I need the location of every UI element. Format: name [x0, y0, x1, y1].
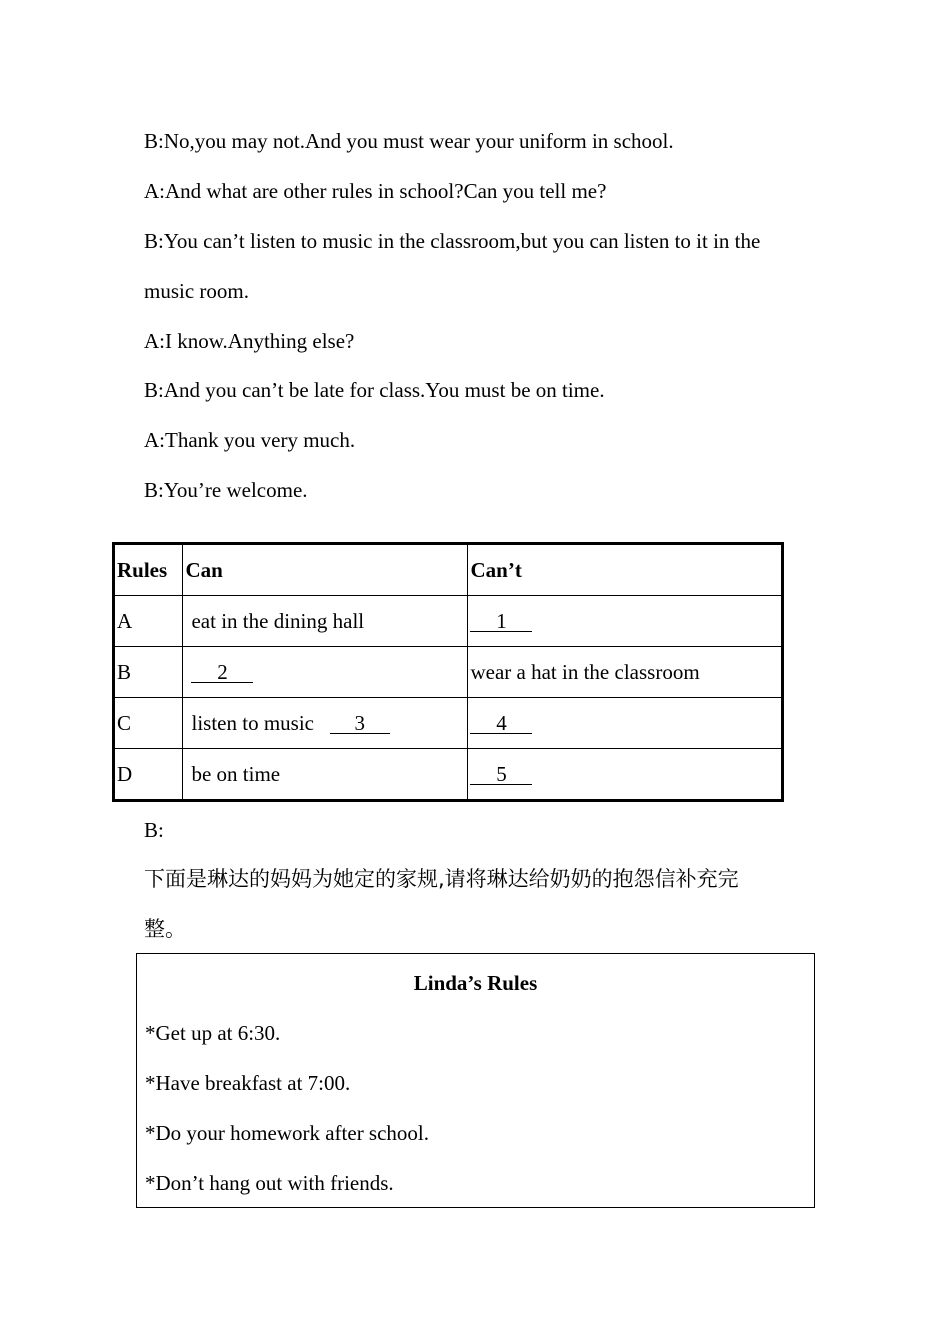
rule-label: A — [114, 596, 183, 647]
dialogue-line-3: B:You can’t listen to music in the classroom,but you can listen to it in the — [144, 229, 761, 253]
dialogue-line-5: A:I know.Anything else? — [144, 329, 355, 353]
rule-item: *Get up at 6:30. — [145, 1021, 281, 1045]
table-row — [114, 596, 783, 647]
rule-label: B — [114, 647, 183, 698]
rule-label: D — [114, 749, 183, 801]
answer-blank-2[interactable]: 2 — [191, 662, 253, 683]
table-row — [114, 749, 783, 801]
dialogue-line-1: B:No,you may not.And you must wear your uniform in school. — [144, 129, 674, 153]
rule-item: *Do your homework after school. — [145, 1121, 430, 1145]
rule-item: *Have breakfast at 7:00. — [145, 1071, 351, 1095]
table-row — [114, 647, 783, 698]
can-cell — [183, 698, 468, 749]
dialogue-line-6: B:And you can’t be late for class.You must be on time. — [144, 378, 605, 402]
dialogue-line-8: B:You’re welcome. — [144, 478, 308, 502]
lindas-rules-box — [136, 953, 815, 1208]
dialogue-line-7: A:Thank you very much. — [144, 428, 356, 452]
answer-blank-5[interactable]: 5 — [470, 764, 532, 785]
can-cell — [183, 749, 468, 801]
can-text: eat in the dining hall — [191, 608, 365, 633]
can-text: be on time — [191, 761, 281, 786]
can-cell — [183, 596, 468, 647]
dialogue-line-4: music room. — [144, 279, 249, 303]
header-can: Can — [183, 544, 468, 596]
dialogue-line-2: A:And what are other rules in school?Can you tell me? — [144, 179, 607, 203]
section-b-label: B: — [144, 818, 164, 842]
cant-cell — [468, 698, 783, 749]
can-text: listen to music — [191, 710, 314, 735]
table-header-row — [114, 544, 783, 596]
header-rules: Rules — [114, 544, 183, 596]
cant-text: wear a hat in the classroom — [470, 659, 700, 684]
instruction-line-1: 下面是琳达的妈妈为她定的家规,请将琳达给奶奶的抱怨信补充完 — [144, 867, 739, 891]
answer-blank-4[interactable]: 4 — [470, 713, 532, 734]
answer-blank-1[interactable]: 1 — [470, 611, 532, 632]
answer-blank-3[interactable]: 3 — [330, 713, 390, 734]
lindas-rules-title: Linda’s Rules — [413, 971, 538, 995]
cant-cell — [468, 647, 783, 698]
can-cell — [183, 647, 468, 698]
table-row — [114, 698, 783, 749]
cant-cell — [468, 596, 783, 647]
rules-table — [112, 542, 784, 802]
header-cant: Can’t — [468, 544, 783, 596]
instruction-line-2: 整。 — [144, 917, 186, 941]
cant-cell — [468, 749, 783, 801]
rule-item: *Don’t hang out with friends. — [145, 1171, 394, 1195]
rule-label: C — [114, 698, 183, 749]
